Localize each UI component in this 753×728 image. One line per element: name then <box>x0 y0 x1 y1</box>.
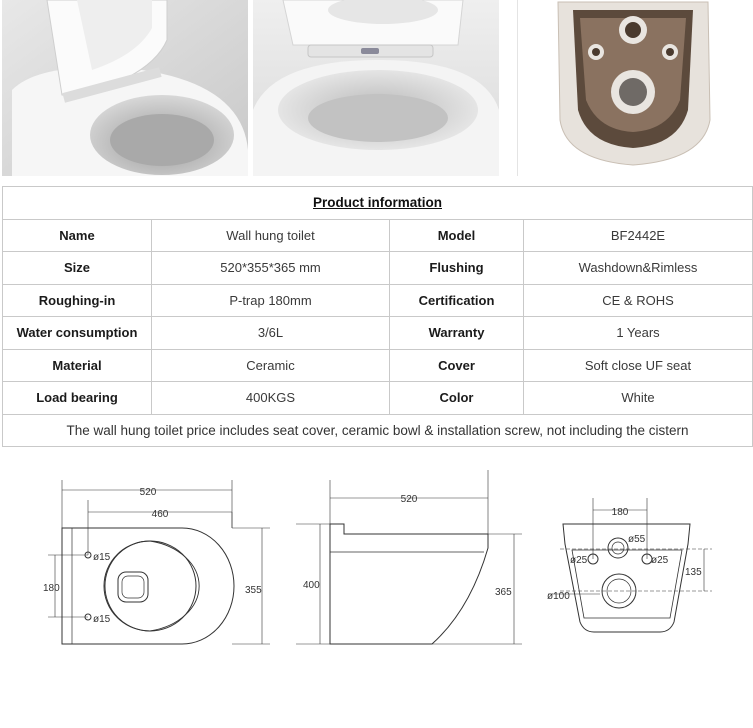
dim-total-width: 520 <box>139 487 157 498</box>
row-value: Wall hung toilet <box>152 219 390 252</box>
row-label: Load bearing <box>3 382 152 415</box>
product-info-table <box>2 186 753 447</box>
back-hole-right: ø25 <box>651 555 669 566</box>
product-photo-seat-open <box>2 0 248 176</box>
table-title <box>3 187 753 220</box>
table-row <box>3 382 753 415</box>
row-value: 1 Years <box>524 317 753 350</box>
table-row <box>3 219 753 252</box>
row-label: Flushing <box>390 252 524 285</box>
row-label: Size <box>3 252 152 285</box>
row-value: Washdown&Rimless <box>524 252 753 285</box>
table-row <box>3 349 753 382</box>
row-value: 3/6L <box>152 317 390 350</box>
row-label: Name <box>3 219 152 252</box>
dim-hole-spacing: 180 <box>43 583 60 594</box>
dim-inner-width: 460 <box>151 509 169 520</box>
table-title-text: Product information <box>313 195 442 211</box>
row-value: 400KGS <box>152 382 390 415</box>
hole-top-label: ø15 <box>93 552 111 563</box>
row-value: Soft close UF seat <box>524 349 753 382</box>
dim-depth: 355 <box>245 585 262 596</box>
row-value: CE & ROHS <box>524 284 753 317</box>
table-row <box>3 317 753 350</box>
table-note-row <box>3 414 753 447</box>
side-dim-width: 520 <box>400 494 418 505</box>
back-dim-spacing: 180 <box>611 507 629 518</box>
row-label: Warranty <box>390 317 524 350</box>
technical-drawings <box>0 460 753 660</box>
row-value: White <box>524 382 753 415</box>
row-label: Model <box>390 219 524 252</box>
table-title-row <box>3 187 753 220</box>
row-label: Cover <box>390 349 524 382</box>
row-label: Roughing-in <box>3 284 152 317</box>
back-dim-height: 135 <box>685 567 702 578</box>
row-label: Water consumption <box>3 317 152 350</box>
row-value: P-trap 180mm <box>152 284 390 317</box>
row-label: Certification <box>390 284 524 317</box>
back-outlet: ø100 <box>547 591 570 602</box>
row-value: BF2442E <box>524 219 753 252</box>
top-view-drawing <box>48 480 270 644</box>
table-note: The wall hung toilet price includes seat cover, ceramic bowl & installation screw, not including the cistern <box>3 414 753 447</box>
table-row <box>3 284 753 317</box>
side-dim-height: 400 <box>303 580 320 591</box>
row-label: Material <box>3 349 152 382</box>
hole-bottom-label: ø15 <box>93 614 111 625</box>
product-photo-bottom <box>518 0 740 176</box>
product-photo-hinge <box>253 0 499 176</box>
back-hole-left: ø25 <box>570 555 588 566</box>
table-row <box>3 252 753 285</box>
row-value: 520*355*365 mm <box>152 252 390 285</box>
back-hole-center: ø55 <box>628 534 646 545</box>
row-value: Ceramic <box>152 349 390 382</box>
row-label: Color <box>390 382 524 415</box>
side-dim-bowl-height: 365 <box>495 587 512 598</box>
